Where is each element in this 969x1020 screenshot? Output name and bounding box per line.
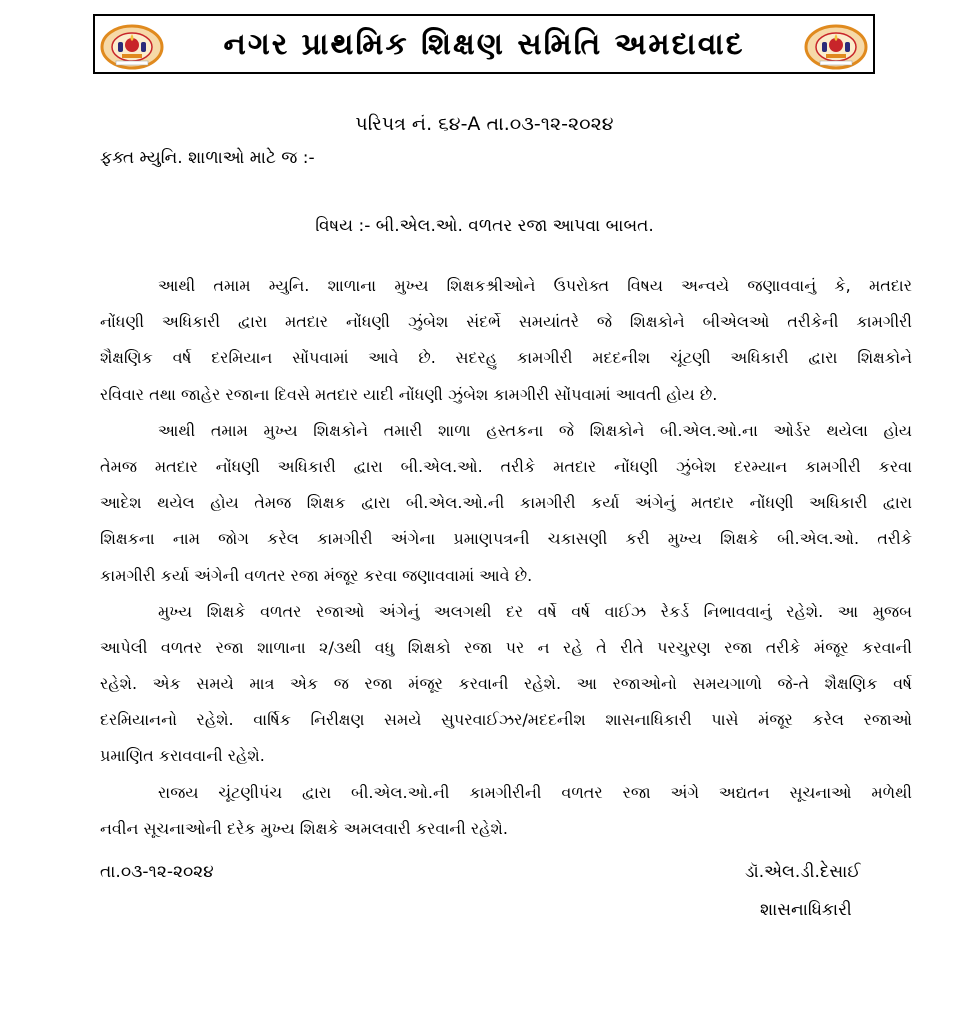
- body-line: આપેલી વળતર રજા શાળાના ૨/૩થી વધુ શિક્ષકો રજા પર ન રહે તે રીતે પરચુરણ રજા તરીકે મંજૂર કરવાની: [100, 637, 912, 657]
- body-line: રાજય ચૂંટણીપંચ દ્વારા બી.એલ.ઓ.ની કામગીરીની વળતર રજા અંગે અદ્યતન સૂચનાઓ મળેથી: [158, 782, 912, 802]
- body-line: પ્રમાણિત કરાવવાની રહેશે.: [100, 746, 265, 766]
- body-line: શિક્ષકના નામ જોગ કરેલ કામગીરી અંગેના પ્રમાણપત્રની ચકાસણી કરી મુખ્ય શિક્ષકે બી.એલ.ઓ. તરીકે: [100, 529, 912, 549]
- letterhead: [93, 14, 875, 74]
- samiti-emblem-icon: [100, 24, 164, 70]
- circular-audience: ફક્ત મ્યુનિ. શાળાઓ માટે જ :-: [100, 148, 315, 168]
- body-line: દરમિયાનનો રહેશે. વાર્ષિક નિરીક્ષણ સમયે સુપરવાઈઝર/મદદનીશ શાસનાધિકારી પાસે મંજૂર કરેલ રજાઓ: [100, 710, 912, 730]
- body-line: રહેશે. એક સમયે માત્ર એક જ રજા મંજૂર કરવાની રહેશે. આ રજાઓનો સમયગાળો જે-તે શૈક્ષણિક વર્ષ: [100, 674, 912, 694]
- body-line: મુખ્ય શિક્ષકે વળતર રજાઓ અંગેનું અલગથી દર વર્ષે વર્ષ વાઈઝ રેકર્ડ નિભાવવાનું રહેશે. આ મુજબ: [158, 601, 912, 621]
- organization-name: નગર પ્રાથમિક શિક્ષણ સમિતિ અમદાવાદ: [223, 27, 745, 62]
- body-line: તેમજ મતદાર નોંધણી અધિકારી દ્વારા બી.એલ.ઓ. તરીકે મતદાર નોંધણી ઝુંબેશ દરમ્યાન કામગીરી કરવા: [100, 456, 912, 476]
- body-line: કામગીરી કર્યા અંગેની વળતર રજા મંજૂર કરવા જણાવવામાં આવે છે.: [100, 565, 533, 585]
- samiti-emblem-icon: [804, 24, 868, 70]
- body-line: આદેશ થયેલ હોય તેમજ શિક્ષક દ્વારા બી.એલ.ઓ.ની કામગીરી કર્યા અંગેનું મતદાર નોંધણી અધિકારી દ્વારા: [100, 493, 912, 513]
- circular-reference: પરિપત્ર નં. ૬૪-A તા.૦૩-૧૨-૨૦૨૪: [355, 113, 614, 135]
- body-line: નોંધણી અધિકારી દ્વારા મતદાર નોંધણી ઝુંબેશ સંદર્ભે સમયાંતરે જે શિક્ષકોને બીએલઓ તરીકેની કામગીરી: [100, 312, 912, 332]
- body-line: શૈક્ષણિક વર્ષ દરમિયાન સોંપવામાં આવે છે. સદરહુ કામગીરી મદદનીશ ચૂંટણી અધિકારી દ્વારા શિક્ષકોને: [100, 348, 912, 368]
- body-line: આથી તમામ મ્યુનિ. શાળાના મુખ્ય શિક્ષકશ્રીઓને ઉપરોક્ત વિષય અન્વયે જણાવવાનું કે, મતદાર: [158, 276, 912, 295]
- circular-subject: વિષય :- બી.એલ.ઓ. વળતર રજા આપવા બાબત.: [315, 216, 654, 236]
- signature-date: તા.૦૩-૧૨-૨૦૨૪: [100, 862, 214, 882]
- body-line: રવિવાર તથા જાહેર રજાના દિવસે મતદાર યાદી નોંધણી ઝુંબેશ કામગીરી સોંપવામાં આવતી હોય છે.: [100, 384, 718, 404]
- signatory-designation: શાસનાધિકારી: [760, 900, 852, 920]
- body-line: નવીન સૂચનાઓની દરેક મુખ્ય શિક્ષકે અમલવારી કરવાની રહેશે.: [100, 818, 508, 838]
- signatory-name: ડૉ.એલ.ડી.દેસાઈ: [745, 862, 861, 882]
- circular-body: [100, 272, 912, 851]
- body-line: આથી તમામ મુખ્ય શિક્ષકોને તમારી શાળા હસ્તકના જે શિક્ષકોને બી.એલ.ઓ.ના ઓર્ડર થયેલા હોય: [158, 420, 912, 440]
